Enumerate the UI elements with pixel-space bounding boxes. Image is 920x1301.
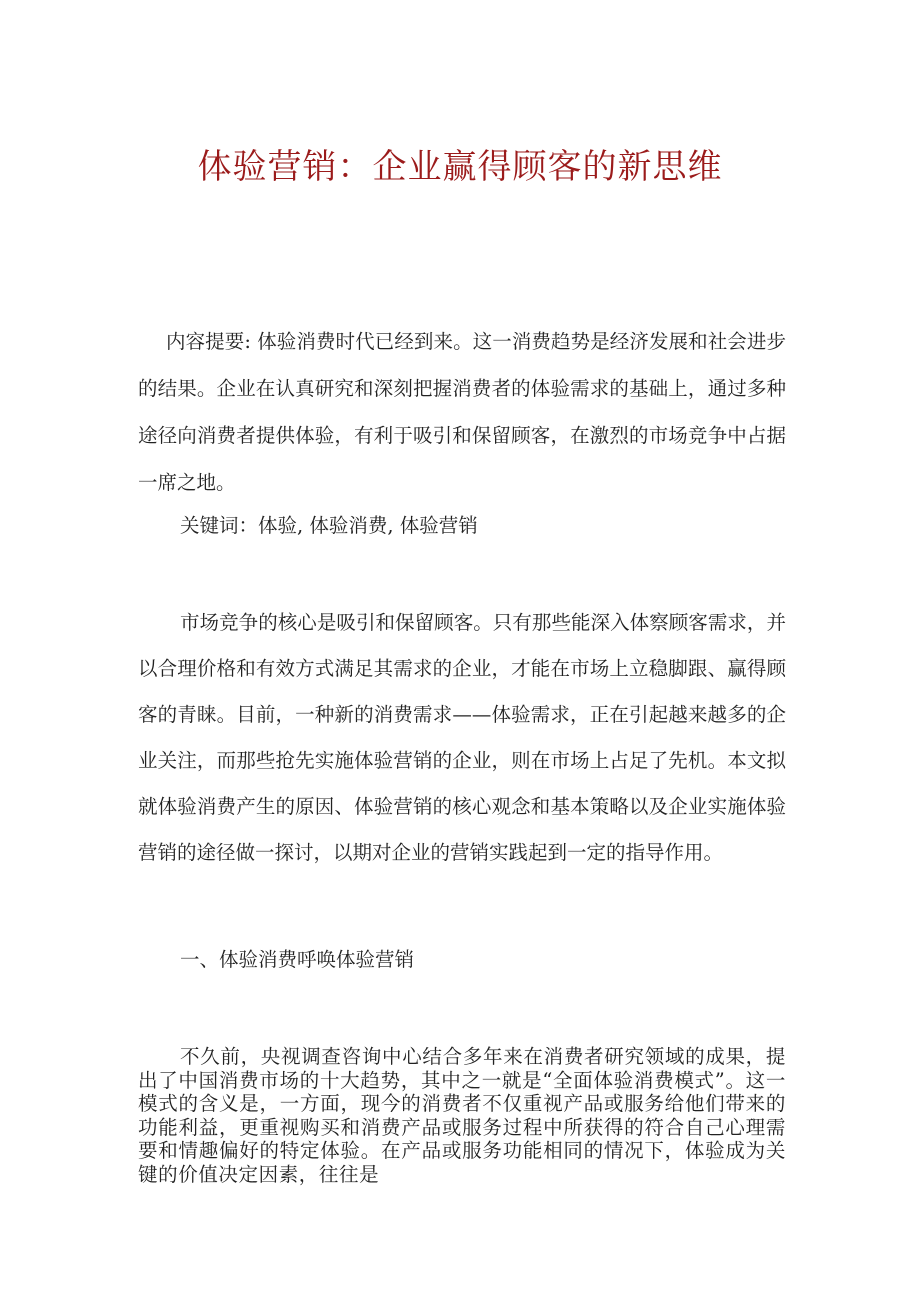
document-title: 体验营销：企业赢得顾客的新思维	[197, 147, 723, 187]
keywords-line: 关键词：体验, 体验消费, 体验营销	[180, 514, 478, 537]
abstract-paragraph: 内容提要: 体验消费时代已经到来。这一消费趋势是经济发展和社会进步的结果。企业在认真研究和深刻把握消费者的体验需求的基础上，通过多种途径向消费者提供体验，有利于吸引和保留顾客，在激烈的市场竞争中占据一席之地。	[138, 330, 786, 494]
intro-paragraph: 市场竞争的核心是吸引和保留顾客。只有那些能深入体察顾客需求，并以合理价格和有效方式满足其需求的企业，才能在市场上立稳脚跟、赢得顾客的青睐。目前，一种新的消费需求——体验需求，正在引起越来越多的企业关注，而那些抢先实施体验营销的企业，则在市场上占足了先机。本文拟就体验消费产生的原因、体验营销的核心观念和基本策略以及企业实施体验营销的途径做一探讨，以期对企业的营销实践起到一定的指导作用。	[138, 611, 786, 864]
section-heading: 一、体验消费呼唤体验营销	[180, 948, 415, 971]
body-paragraph: 不久前，央视调查咨询中心结合多年来在消费者研究领域的成果，提出了中国消费市场的十大趋势，其中之一就是“全面体验消费模式”。这一模式的含义是，一方面，现今的消费者不仅重视产品或服务给他们带来的功能利益，更重视购买和消费产品或服务过程中所获得的符合自己心理需要和情趣偏好的特定体验。在产品或服务功能相同的情况下，体验成为关键的价值决定因素，往往是	[138, 1045, 786, 1186]
